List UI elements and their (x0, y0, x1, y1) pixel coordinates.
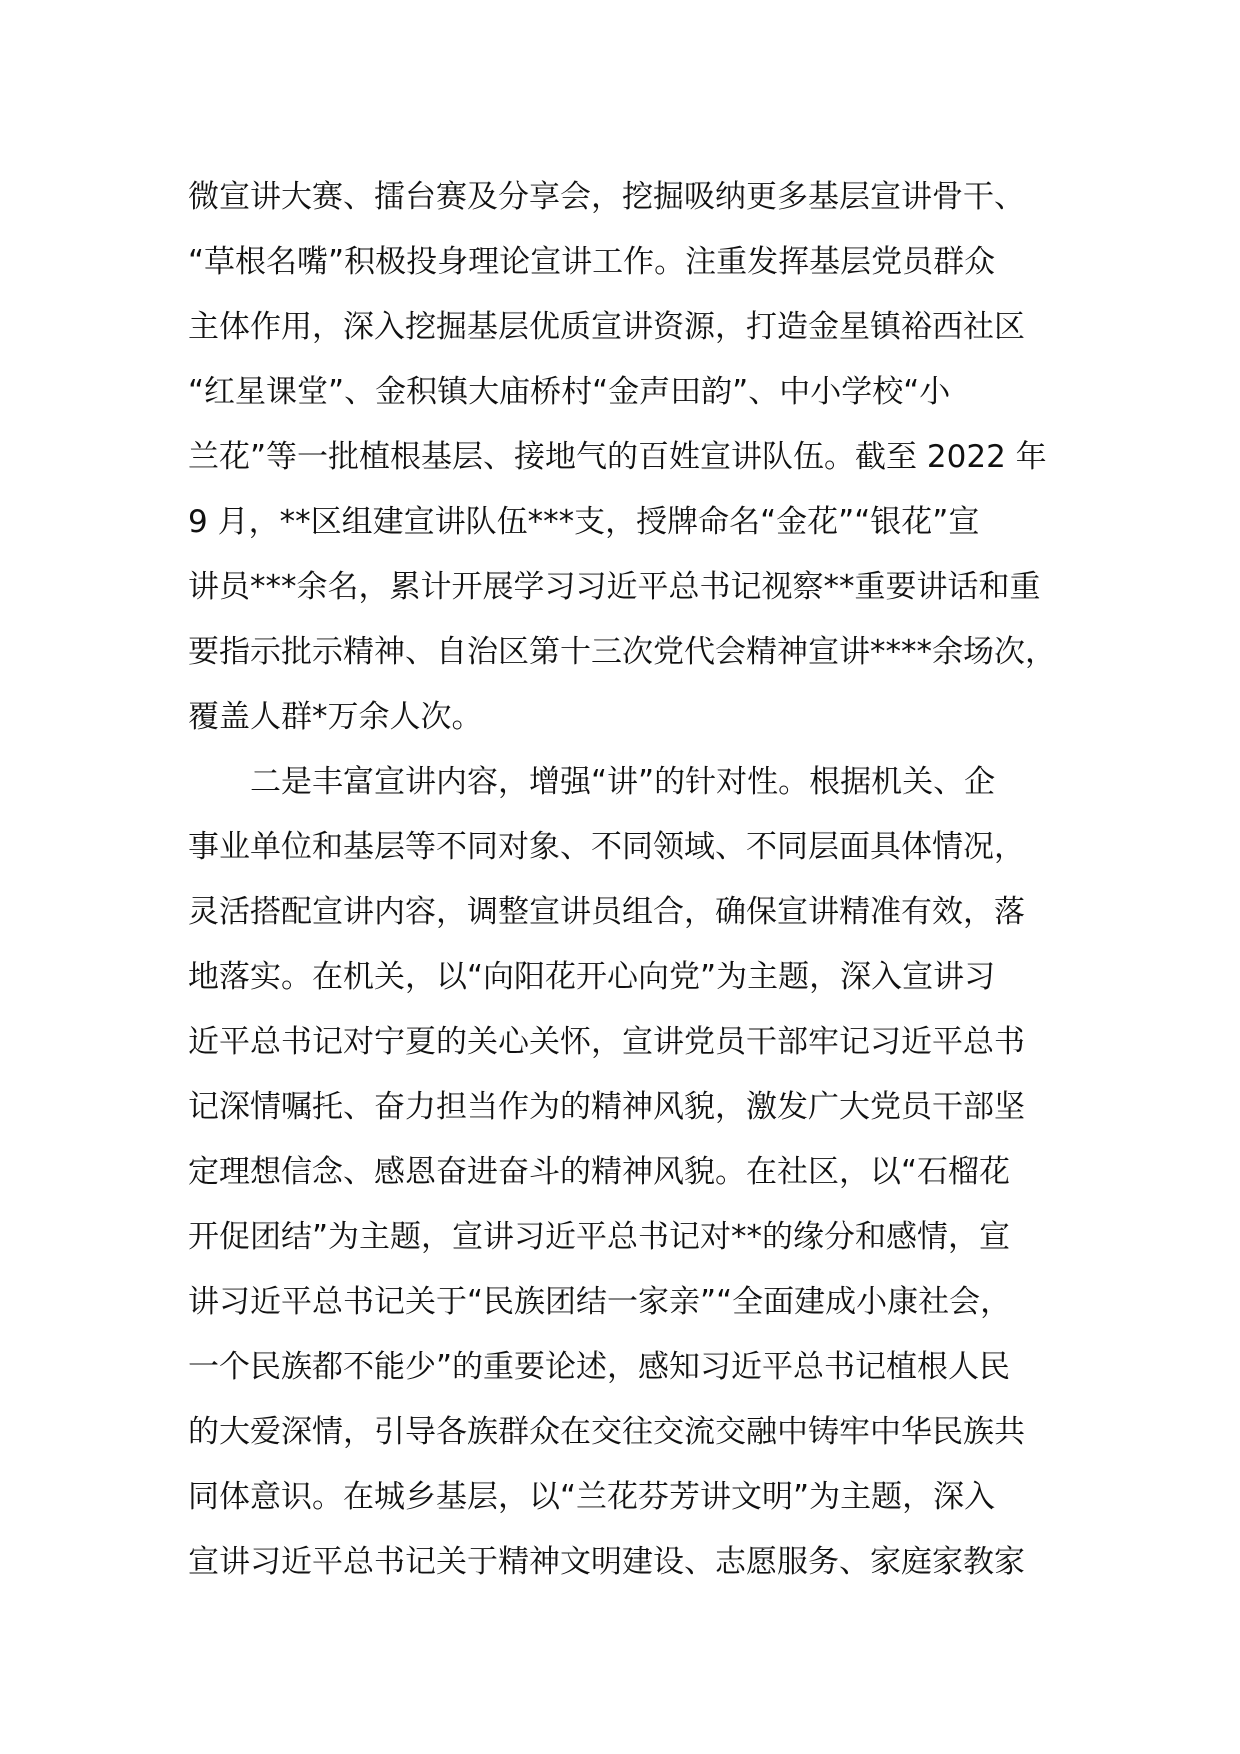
text-line: 兰花”等一批植根基层、接地气的百姓宣讲队伍。截至 2022 年 (188, 439, 1047, 475)
text-line: 灵活搭配宣讲内容，调整宣讲员组合，确保宣讲精准有效，落 (188, 894, 1025, 930)
text-line: 定理想信念、感恩奋进奋斗的精神风貌。在社区，以“石榴花 (188, 1154, 1011, 1190)
text-line: 同体意识。在城乡基层，以“兰花芬芳讲文明”为主题，深入 (188, 1479, 996, 1515)
body-text (188, 165, 1088, 1595)
text-line: 地落实。在机关，以“向阳花开心向党”为主题，深入宣讲习 (188, 959, 996, 995)
text-line: 事业单位和基层等不同对象、不同领域、不同层面具体情况， (188, 829, 1025, 865)
text-line: 微宣讲大赛、擂台赛及分享会，挖掘吸纳更多基层宣讲骨干、 (188, 179, 1025, 215)
text-line: 主体作用，深入挖掘基层优质宣讲资源，打造金星镇裕西社区 (188, 309, 1025, 345)
text-line: 二是丰富宣讲内容，增强“讲”的针对性。根据机关、企 (188, 764, 996, 800)
text-line: 要指示批示精神、自治区第十三次党代会精神宣讲****余场次， (188, 634, 1056, 670)
text-line: 9 月，**区组建宣讲队伍***支，授牌命名“金花”“银花”宣 (188, 504, 980, 540)
text-line: 近平总书记对宁夏的关心关怀，宣讲党员干部牢记习近平总书 (188, 1024, 1025, 1060)
text-line: “草根名嘴”积极投身理论宣讲工作。注重发挥基层党员群众 (188, 244, 996, 280)
text-line: 讲习近平总书记关于“民族团结一家亲”“全面建成小康社会， (188, 1284, 1012, 1320)
text-line: “红星课堂”、金积镇大庙桥村“金声田韵”、中小学校“小 (188, 374, 951, 410)
text-line: 覆盖人群*万余人次。 (188, 699, 483, 735)
text-line: 宣讲习近平总书记关于精神文明建设、志愿服务、家庭家教家 (188, 1544, 1025, 1580)
text-line: 一个民族都不能少”的重要论述，感知习近平总书记植根人民 (188, 1349, 1011, 1385)
text-line: 的大爱深情，引导各族群众在交往交流交融中铸牢中华民族共 (188, 1414, 1025, 1450)
text-line: 开促团结”为主题，宣讲习近平总书记对**的缘分和感情，宣 (188, 1219, 1011, 1255)
text-line: 记深情嘱托、奋力担当作为的精神风貌，激发广大党员干部坚 (188, 1089, 1025, 1125)
text-line: 讲员***余名，累计开展学习习近平总书记视察**重要讲话和重 (188, 569, 1041, 605)
